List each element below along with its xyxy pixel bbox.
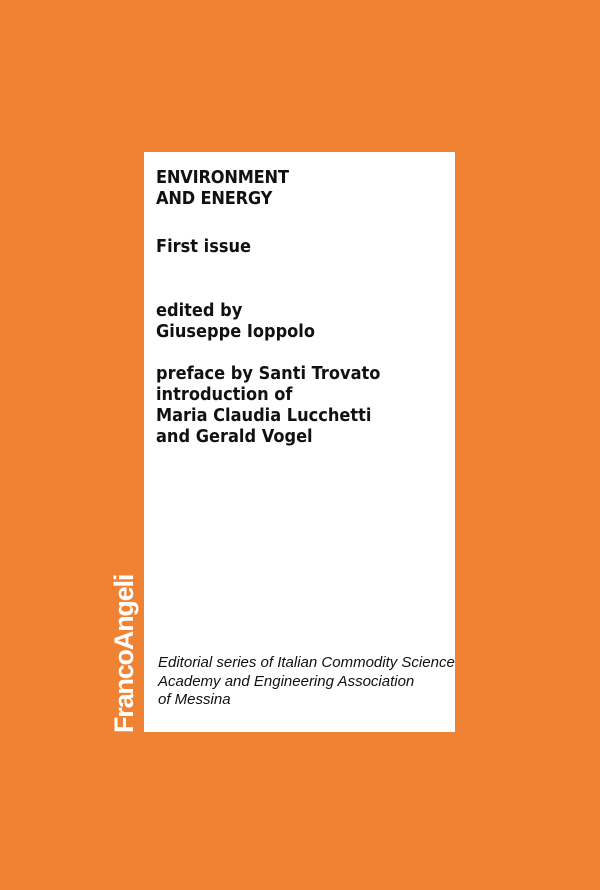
editor-name: Giuseppe Ioppolo xyxy=(156,321,316,342)
book-subtitle: First issue xyxy=(156,236,252,257)
preface-credit: preface by Santi Trovato xyxy=(156,363,381,384)
title-panel xyxy=(144,152,455,732)
publisher-name: FrancoAngeli xyxy=(109,574,139,733)
editor-block xyxy=(156,300,315,342)
series-note-line-3: of Messina xyxy=(158,691,231,708)
credits-block xyxy=(156,363,380,447)
series-note-line-1: Editorial series of Italian Commodity Science xyxy=(158,654,455,671)
book-title-line-1: ENVIRONMENT xyxy=(156,167,289,188)
book-title xyxy=(156,167,289,209)
introduction-author-2: and Gerald Vogel xyxy=(156,426,313,447)
introduction-author-1: Maria Claudia Lucchetti xyxy=(156,405,372,426)
editor-label: edited by xyxy=(156,300,243,321)
series-note xyxy=(158,654,455,710)
book-title-line-2: AND ENERGY xyxy=(156,188,273,209)
introduction-label: introduction of xyxy=(156,384,293,405)
series-note-line-2: Academy and Engineering Association xyxy=(158,672,415,690)
